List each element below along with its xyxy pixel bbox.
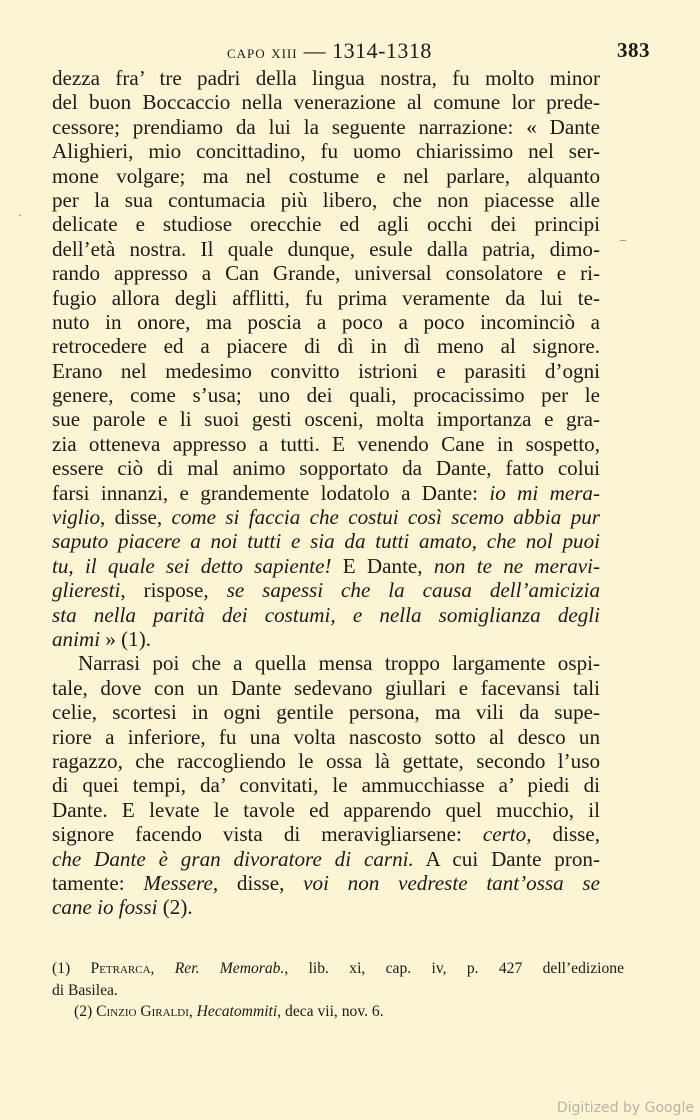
text-segment: Messere: [143, 870, 213, 895]
chapter-years: 1314-1318: [332, 38, 432, 63]
text-segment: animi: [52, 626, 101, 651]
text-segment: delicate e studiose orecchie ed agli occhi dei principi: [52, 212, 600, 237]
text-line: [52, 456, 600, 480]
margin-dash: _: [620, 228, 626, 242]
text-segment: genere, come s’usa; uno dei quali, procacissimo per le: [52, 383, 600, 408]
text-line: [52, 651, 600, 675]
text-line: [52, 676, 600, 700]
text-line: [52, 237, 600, 261]
text-segment: rando appresso a Can Grande, universal consolatore e ri-: [52, 261, 600, 286]
text-segment: A cui Dante pron-: [413, 846, 600, 871]
footnote-1-sep: ,: [150, 960, 175, 977]
text-line: [52, 505, 600, 529]
footnote-2-marker: (2): [74, 1003, 97, 1020]
text-line: [52, 407, 600, 431]
text-line: [52, 261, 600, 285]
footnote-2-work: Hecatommiti: [196, 1003, 278, 1020]
footnote-1-ref: , lib. xi, cap. iv, p. 427 dell’edizione: [284, 960, 625, 977]
text-line: [52, 139, 600, 163]
text-segment: fugio allora degli afflitti, fu prima veramente da lui te-: [52, 285, 600, 310]
text-segment: nuto in onore, ma poscia a poco a poco incominciò a: [52, 309, 600, 334]
text-segment: essere ciò di mal animo sopportato da Dante, fatto colui: [52, 456, 600, 481]
text-segment: sta nella parità dei costumi, e nella somiglianza degli: [52, 602, 600, 627]
text-segment: retrocedere ed a piacere di dì in dì meno al signore.: [52, 334, 600, 359]
text-segment: di quei tempi, da’ convitati, le ammucchiasse a’ piedi di: [52, 773, 600, 798]
text-segment: Alighieri, mio concittadino, fu uomo chiarissimo nel ser-: [52, 139, 600, 164]
text-segment: tale, dove con un Dante sedevano giullari e facevansi tali: [52, 675, 600, 700]
text-line: [52, 773, 600, 797]
text-line: [52, 212, 600, 236]
text-line: [52, 90, 600, 114]
text-segment: per la sua contumacia più libero, che non piacesse alle: [52, 187, 600, 212]
running-header: [52, 38, 650, 68]
text-line: [52, 847, 600, 871]
text-segment: cessore; prendiamo da lui la seguente narrazione: « Dante: [52, 114, 600, 139]
text-segment: » (1).: [100, 626, 152, 651]
text-line: [52, 164, 600, 188]
text-line: [52, 627, 600, 651]
header-dash: —: [297, 38, 333, 63]
text-segment: E Dante,: [331, 553, 434, 578]
text-line: [52, 286, 600, 310]
text-line: [52, 383, 600, 407]
text-segment: zia otteneva appresso a tutti. E venendo Cane in sospetto,: [52, 431, 600, 456]
text-segment: ragazzo, che raccogliendo le ossa là gettate, secondo l’uso: [52, 748, 600, 773]
chapter-title: [227, 38, 432, 64]
text-line: [52, 603, 600, 627]
text-segment: cane io fossi: [52, 895, 158, 920]
text-segment: tamente:: [52, 870, 144, 895]
footnote-1-work: Rer. Memorab.: [174, 960, 285, 977]
text-line: [52, 432, 600, 456]
text-line: [52, 66, 600, 90]
text-line: [52, 871, 600, 895]
text-line: [52, 115, 600, 139]
text-line: [52, 188, 600, 212]
footnote-2-ref: , deca vii, nov. 6.: [277, 1003, 384, 1020]
footnote-2-author: Cinzio Giraldi: [96, 1003, 189, 1020]
text-line: [52, 578, 600, 602]
margin-dot: ·: [18, 208, 22, 222]
footnote-1-line-2: di Basilea.: [52, 981, 118, 999]
text-segment: dell’età nostra. Il quale dunque, esule dalla patria, dimo-: [52, 236, 600, 261]
footnote-2: [52, 1001, 624, 1023]
text-segment: io mi mera-: [489, 480, 600, 505]
text-segment: Dante. E levate le tavole ed apparendo quel mucchio, il: [52, 797, 600, 822]
page-number: 383: [617, 38, 650, 62]
footnotes: [52, 958, 624, 1023]
text-segment: mone volgare; ma nel costume e nel parlare, alquanto: [52, 163, 600, 188]
text-line: [52, 822, 600, 846]
footnote-1-line-1: [52, 958, 624, 980]
text-line: [52, 310, 600, 334]
text-line: [52, 359, 600, 383]
footnote-2-sep: ,: [188, 1003, 197, 1020]
text-line: [52, 895, 600, 919]
text-segment: farsi innanzi, e grandemente lodatolo a Dante:: [52, 480, 490, 505]
text-line: [52, 749, 600, 773]
chapter-label: capo xiii: [227, 42, 298, 62]
text-segment: saputo piacere a noi tutti e sia da tutti amato, che nol puoi: [52, 529, 600, 554]
text-line: [52, 700, 600, 724]
text-segment: glieresti: [52, 578, 121, 603]
text-segment: tu, il quale sei detto sapiente!: [52, 553, 332, 578]
text-line: [52, 725, 600, 749]
text-segment: , rispose,: [120, 578, 227, 603]
text-segment: Narrasi poi che a quella mensa troppo largamente ospi-: [78, 651, 600, 676]
text-line: [52, 554, 600, 578]
text-line: [52, 529, 600, 553]
text-segment: , disse,: [212, 870, 304, 895]
text-segment: (2).: [157, 895, 193, 920]
main-text: [52, 66, 600, 920]
text-segment: signore facendo vista di meravigliarsene:: [52, 822, 483, 847]
text-segment: riore a inferiore, fu una volta nascosto sotto al desco un: [52, 724, 600, 749]
text-segment: che Dante è gran divoratore di carni.: [52, 846, 414, 871]
digitization-watermark: Digitized by Google: [556, 1100, 694, 1116]
footnote-1-author: Petrarca: [90, 960, 151, 977]
text-segment: celie, scortesi in ogni gentile persona, ma vili da supe-: [52, 700, 600, 725]
text-segment: dezza fra’ tre padri della lingua nostra, fu molto minor: [52, 66, 600, 90]
text-segment: viglio: [52, 505, 101, 530]
text-segment: certo,: [482, 822, 532, 847]
text-segment: non te ne meravi-: [433, 553, 600, 578]
text-segment: come si faccia che costui così scemo abbia pur: [171, 505, 600, 530]
text-line: [52, 798, 600, 822]
text-segment: disse,: [531, 822, 600, 847]
text-line: [52, 334, 600, 358]
text-segment: voi non vedreste tant’ossa se: [303, 870, 600, 895]
text-line: [52, 481, 600, 505]
text-segment: , disse,: [100, 505, 172, 530]
footnote-1-marker: (1): [52, 960, 91, 977]
text-segment: Erano nel medesimo convitto istrioni e parasiti d’ogni: [52, 358, 600, 383]
text-segment: sue parole e li suoi gesti osceni, molta importanza e gra-: [52, 407, 600, 432]
text-segment: del buon Boccaccio nella venerazione al comune lor prede-: [52, 90, 600, 115]
text-segment: se sapessi che la causa dell’amicizia: [226, 578, 600, 603]
